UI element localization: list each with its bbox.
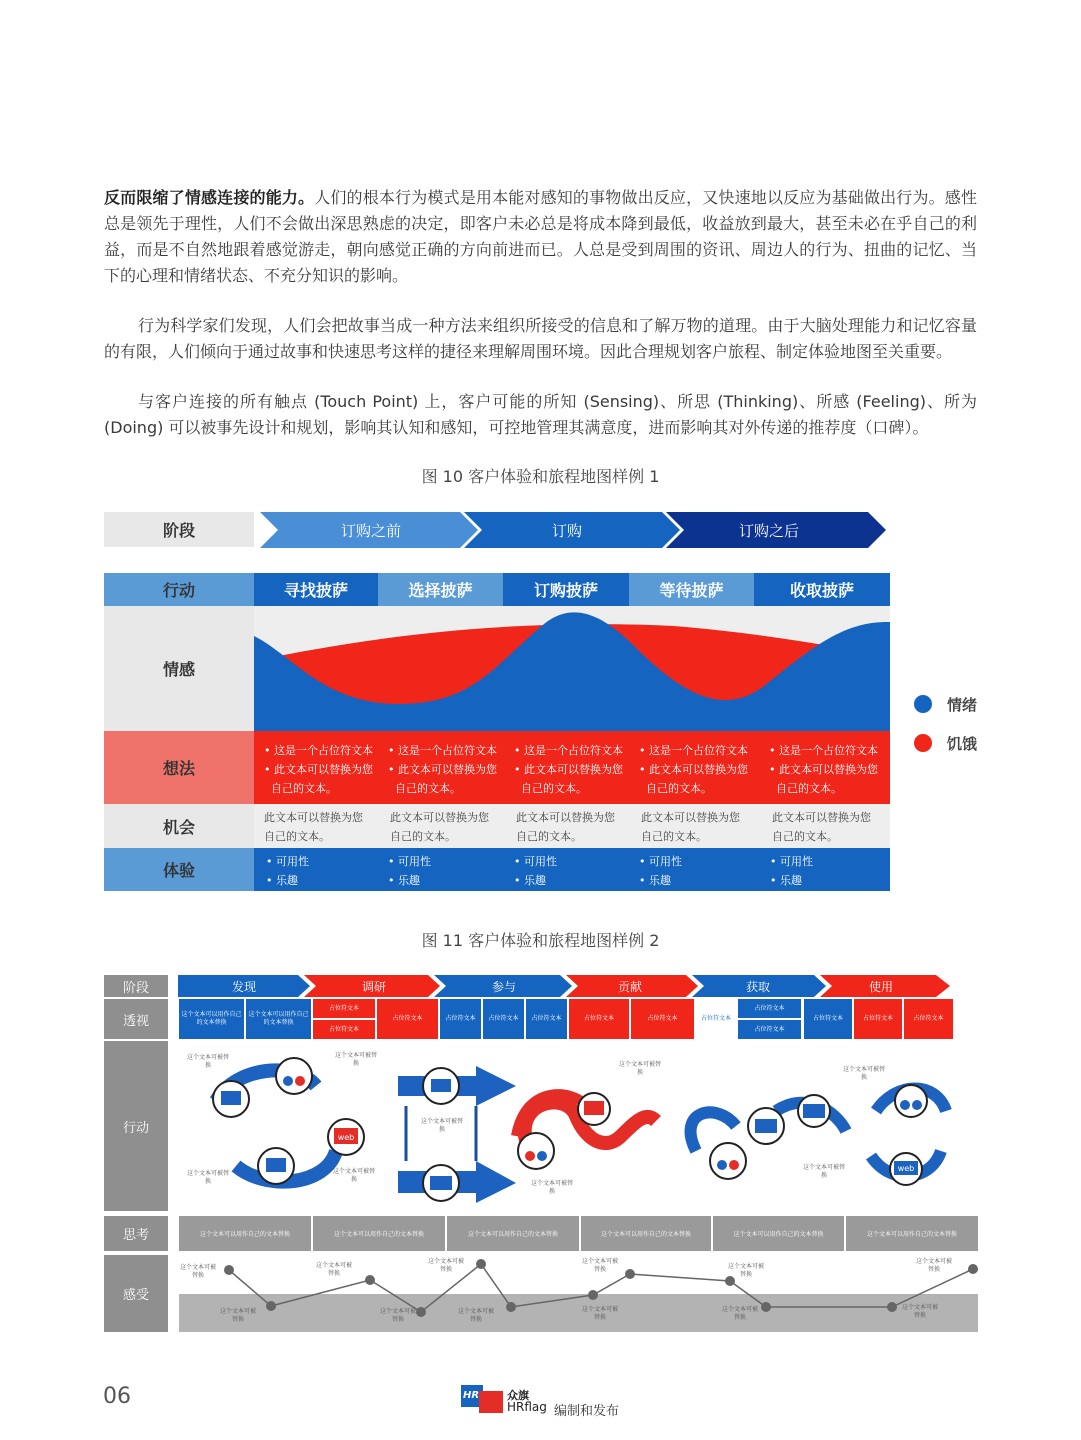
touch-cell-11a: 占位符文本 [738, 999, 801, 1018]
fig10-experience-label: 体验 [104, 848, 254, 891]
thought-2-line-1: • 这是一个占位符文本 [388, 744, 497, 757]
exp-2-a: 可用性 [398, 855, 431, 868]
exp-3-a: 可用性 [524, 855, 557, 868]
touch-cell-12: 占位符文本 [804, 999, 852, 1039]
logo-text: HR [463, 1390, 480, 1401]
action-note-7: 这个文本可被替换 [618, 1061, 661, 1076]
opp-4-line-1: 此文本可以替换为您 [641, 811, 740, 824]
feel-note-1: 这个文本可被替换 [180, 1264, 217, 1279]
people-icon [710, 1143, 746, 1179]
touch-cell-7: 占位符文本 [526, 999, 567, 1039]
feel-note-12: 这个文本可被替换 [916, 1258, 953, 1273]
feel-line-chart [179, 1255, 978, 1332]
paragraph-3: 与客户连接的所有触点 (Touch Point) 上，客户可能的所知 (Sensing)、所思 (Thinking)、所感 (Feeling)、所为 (Doing) 可以被事先设计和规划，影响其认知和感知，可控地管理其满意度，进而影响其对外传递的推荐度（口碑）。 [104, 392, 977, 437]
opp-5-line-1: 此文本可以替换为您 [772, 811, 871, 824]
touch-cell-9: 占位符文本 [631, 999, 694, 1039]
opportunity-cell-4 [641, 808, 740, 846]
touch-cell-10: 占位符文本 [696, 999, 736, 1039]
action-note-8: 这个文本可被替换 [802, 1164, 845, 1179]
exp-1-a: 可用性 [276, 855, 309, 868]
thought-5-line-2: • 此文本可以替换为您 [769, 763, 878, 776]
legend-emotion-dot [914, 695, 932, 713]
fig10-emotion-label: 情感 [104, 606, 254, 731]
publish-text: 编制和发布 [554, 1404, 620, 1419]
feel-note-4: 这个文本可被替换 [380, 1308, 417, 1323]
thought-cell-4 [639, 741, 748, 798]
opp-4-line-2: 自己的文本。 [641, 830, 707, 843]
thought-cell-2 [388, 741, 497, 798]
opp-3-line-2: 自己的文本。 [516, 830, 582, 843]
thought-3-line-1: • 这是一个占位符文本 [514, 744, 623, 757]
page-number: 06 [103, 1384, 131, 1409]
feel-note-11: 这个文本可被替换 [902, 1304, 939, 1319]
touch-cell-3b: 占位符文本 [313, 1020, 375, 1039]
touch-cell-4: 占位符文本 [377, 999, 438, 1039]
action-note-5: 这个文本可被替换 [420, 1118, 463, 1133]
think-cell-2: 这个文本可以用作自己的文本替换 [313, 1216, 447, 1251]
opp-1-line-1: 此文本可以替换为您 [264, 811, 363, 824]
thought-cell-3 [514, 741, 623, 798]
feel-note-10: 这个文本可被替换 [722, 1306, 759, 1321]
exp-4-a: 可用性 [649, 855, 682, 868]
fig11-think-label: 思考 [104, 1216, 168, 1251]
experience-cell-4: • 可用性 • 乐趣 [639, 855, 682, 887]
thought-1-line-2: • 此文本可以替换为您 [264, 763, 373, 776]
touch-cell-13: 占位符文本 [854, 999, 902, 1039]
opportunity-cell-5 [772, 808, 871, 846]
fig11-stage-label: 阶段 [104, 975, 168, 997]
stage-order-label: 订购 [551, 521, 582, 540]
opp-2-line-1: 此文本可以替换为您 [390, 811, 489, 824]
feel-note-7: 这个文本可被替换 [582, 1258, 619, 1273]
action-note-6: 这个文本可被替换 [530, 1180, 573, 1195]
action-note-1: 这个文本可被替换 [186, 1054, 229, 1069]
legend-hunger-dot [914, 734, 932, 752]
thought-2-line-3: 自己的文本。 [395, 782, 461, 795]
brand-cn: 众旗 [507, 1389, 529, 1402]
feel-note-8: 这个文本可被替换 [582, 1306, 619, 1321]
f11-stage-4: 贡献 [617, 979, 642, 994]
thought-3-line-3: 自己的文本。 [521, 782, 587, 795]
faces-icon [276, 1058, 312, 1094]
fig10-stage-label: 阶段 [104, 512, 254, 547]
feel-note-6: 这个文本可被替换 [458, 1308, 495, 1323]
opportunity-cell-1 [264, 808, 363, 846]
touch-cell-11b: 占位符文本 [738, 1020, 801, 1039]
stage-before-label: 订购之前 [340, 521, 401, 540]
faces-icon-3 [895, 1085, 927, 1117]
opp-1-line-2: 自己的文本。 [264, 830, 330, 843]
experience-cell-2: • 可用性 • 乐趣 [388, 855, 431, 887]
thought-cell-1 [264, 741, 373, 798]
opp-3-line-1: 此文本可以替换为您 [516, 811, 615, 824]
opportunity-cell-2 [390, 808, 489, 846]
thought-5-line-3: 自己的文本。 [776, 782, 842, 795]
opportunity-cell-3 [516, 808, 615, 846]
action-choose-pizza: 选择披萨 [378, 573, 503, 606]
feel-note-9: 这个文本可被替换 [728, 1263, 765, 1278]
exp-4-b: 乐趣 [649, 874, 671, 887]
web-icon-label-2: web [897, 1164, 915, 1173]
fig10-thought-label: 想法 [104, 731, 254, 804]
feel-note-3: 这个文本可被替换 [316, 1262, 353, 1277]
paragraph-1-text: 人们的根本行为模式是用本能对感知的事物做出反应，又快速地以反应为基础做出行为。感性总是领先于理性，人们不会做出深思熟虑的决定，即客户未必总是将成本降到最低，收益放到最大，甚至未必在乎自己的利益，而是不自然地跟着感觉游走，朝向感觉正确的方向前进而已。人总是受到周围的资讯、周边人的行为、扭曲的记忆、当下的心理和情绪状态、不充分知识的影响。 [104, 188, 977, 285]
fig10-action-label: 行动 [104, 573, 254, 606]
touch-cell-14: 占位符文本 [904, 999, 953, 1039]
legend-hunger-label: 饥饿 [947, 735, 978, 753]
action-note-9: 这个文本可被替换 [842, 1066, 885, 1081]
web-icon-label-1: web [337, 1133, 355, 1142]
figure-11-caption: 图 11 客户体验和旅程地图样例 2 [421, 931, 660, 950]
exp-5-b: 乐趣 [780, 874, 802, 887]
f11-stage-6: 使用 [868, 979, 893, 994]
thought-1-line-1: • 这是一个占位符文本 [264, 744, 373, 757]
feel-note-5: 这个文本可被替换 [428, 1258, 465, 1273]
action-note-4: 这个文本可被替换 [332, 1168, 375, 1183]
touch-cell-2: 这个文本可以用作自己的文本替换 [246, 999, 311, 1039]
paragraph-1 [104, 185, 977, 289]
action-find-pizza: 寻找披萨 [254, 573, 378, 606]
f11-stage-1: 发现 [231, 979, 256, 994]
touch-cell-6: 占位符文本 [483, 999, 524, 1039]
touch-cell-8: 占位符文本 [569, 999, 629, 1039]
thought-cell-5 [769, 741, 878, 798]
touch-cell-5: 占位符文本 [440, 999, 481, 1039]
fig10-opportunity-label: 机会 [104, 804, 254, 848]
thought-4-line-1: • 这是一个占位符文本 [639, 744, 748, 757]
think-cell-1: 这个文本可以用作自己的文本替换 [179, 1216, 313, 1251]
thought-2-line-2: • 此文本可以替换为您 [388, 763, 497, 776]
brand-en: HRflag [507, 1400, 547, 1414]
figure-10-caption: 图 10 客户体验和旅程地图样例 1 [421, 467, 660, 486]
experience-cell-3: • 可用性 • 乐趣 [514, 855, 557, 887]
thought-4-line-2: • 此文本可以替换为您 [639, 763, 748, 776]
thought-1-line-3: 自己的文本。 [271, 782, 337, 795]
thought-3-line-2: • 此文本可以替换为您 [514, 763, 623, 776]
exp-2-b: 乐趣 [398, 874, 420, 887]
faces-icon-2 [518, 1133, 554, 1169]
f11-stage-2: 调研 [361, 979, 386, 994]
touch-cell-1: 这个文本可以用作自己的文本替换 [179, 999, 244, 1039]
opp-2-line-2: 自己的文本。 [390, 830, 456, 843]
legend-emotion-label: 情绪 [947, 696, 978, 714]
think-cell-3: 这个文本可以用作自己的文本替换 [447, 1216, 581, 1251]
action-note-3: 这个文本可被替换 [186, 1170, 229, 1185]
action-order-pizza: 订购披萨 [503, 573, 629, 606]
think-cell-4: 这个文本可以用作自己的文本替换 [581, 1216, 713, 1251]
experience-cell-1: • 可用性 • 乐趣 [266, 855, 309, 887]
fig11-action-label: 行动 [104, 1041, 168, 1211]
f11-stage-5: 获取 [745, 979, 770, 994]
fig11-touch-label: 透视 [104, 999, 168, 1039]
thought-5-line-1: • 这是一个占位符文本 [769, 744, 878, 757]
emotion-chart [254, 606, 890, 731]
f11-stage-3: 参与 [491, 979, 516, 994]
paragraph-2: 行为科学家们发现，人们会把故事当成一种方法来组织所接受的信息和了解万物的道理。由于大脑处理能力和记忆容量的有限，人们倾向于通过故事和快速思考这样的捷径来理解周围环境。因此合理规划客户旅程、制定体验地图至关重要。 [104, 316, 977, 361]
exp-1-b: 乐趣 [276, 874, 298, 887]
exp-3-b: 乐趣 [524, 874, 546, 887]
hrflag-logo [461, 1385, 503, 1413]
think-cell-6: 这个文本可以用作自己的文本替换 [846, 1216, 978, 1251]
action-note-2: 这个文本可被替换 [334, 1052, 377, 1067]
exp-5-a: 可用性 [780, 855, 813, 868]
fig11-feel-label: 感受 [104, 1255, 168, 1332]
touch-cell-3a: 占位符文本 [313, 999, 375, 1018]
action-receive-pizza: 收取披萨 [754, 573, 890, 606]
feel-note-2: 这个文本可被替换 [220, 1308, 257, 1323]
paragraph-1-bold: 反而限缩了情感连接的能力。 [104, 188, 315, 207]
action-wait-pizza: 等待披萨 [629, 573, 754, 606]
stage-after-label: 订购之后 [738, 521, 799, 540]
think-cell-5: 这个文本可以用作自己的文本替换 [713, 1216, 846, 1251]
thought-4-line-3: 自己的文本。 [646, 782, 712, 795]
experience-cell-5: • 可用性 • 乐趣 [770, 855, 813, 887]
opp-5-line-2: 自己的文本。 [772, 830, 838, 843]
